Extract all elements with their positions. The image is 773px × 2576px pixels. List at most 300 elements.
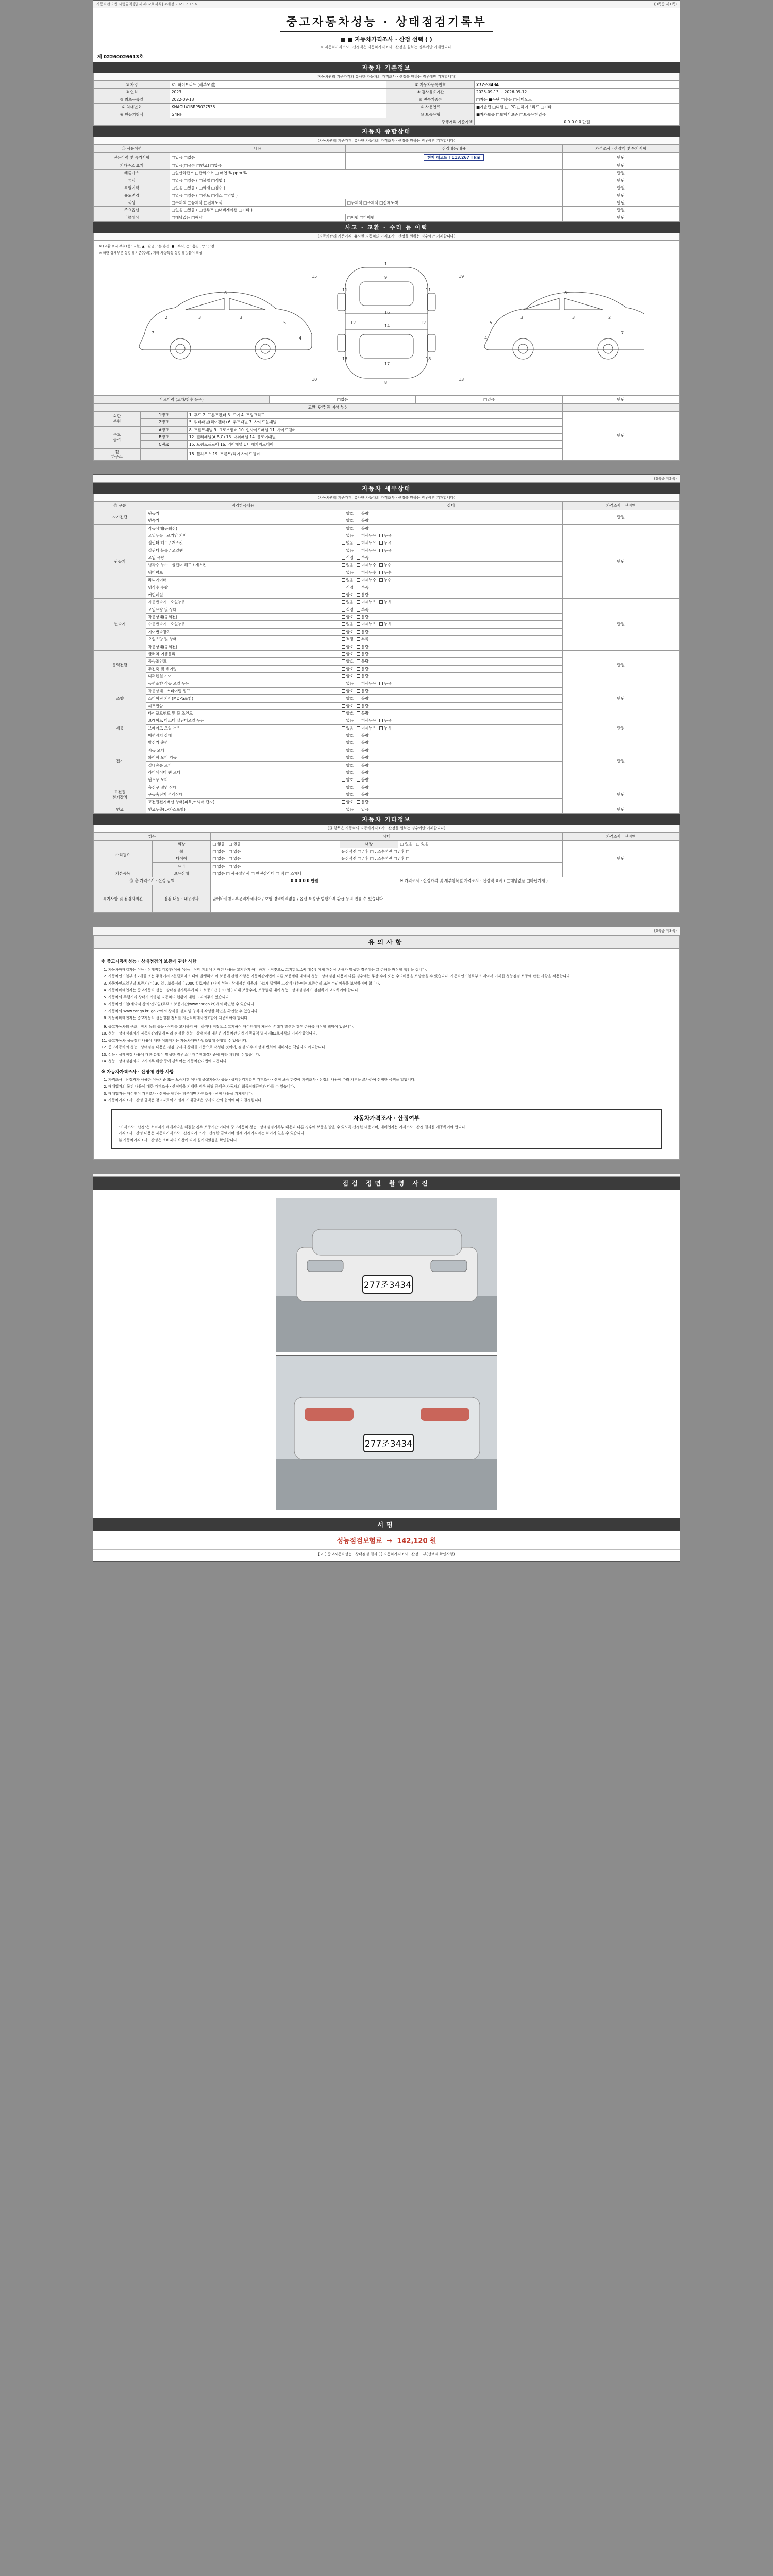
detail-group-7: 고전원 전기장치 xyxy=(94,784,146,806)
etc-table xyxy=(93,833,680,913)
detail-group-price: 만원 xyxy=(562,784,679,806)
detail-item-options[interactable]: 양호 불량 xyxy=(340,510,562,517)
svg-text:6: 6 xyxy=(564,291,567,295)
notice-list-2 xyxy=(108,1024,672,1064)
basic-label-warranty: ⑩ 보증유형 xyxy=(386,111,475,118)
overall-row-2-name: 배출가스 xyxy=(94,170,170,177)
svg-text:4: 4 xyxy=(484,336,488,341)
svg-text:2: 2 xyxy=(608,315,611,320)
svg-text:3: 3 xyxy=(240,315,243,320)
table-row xyxy=(94,207,680,214)
detail-item-label: 자동변속기 오일누유 xyxy=(146,599,340,606)
panel-rank-2-text: 5. 쿼터패널(리어펜더) 6. 루프패널 7. 사이드실패널 xyxy=(187,419,562,426)
basic-info-table xyxy=(93,81,680,126)
overall-row-1-detail[interactable]: □있음(□유류 □연료) □없음 xyxy=(170,162,345,170)
panel-title: 교환, 판금 등 이상 부위 xyxy=(94,404,563,411)
etc-row-3-a-opts[interactable]: □ 없음 □ 있음 xyxy=(211,862,562,870)
etc-row-2-b-opts[interactable]: 운전석전 □ / 후 □ , 조수석전 □ / 후 □ xyxy=(340,855,562,862)
table-row xyxy=(94,885,680,912)
form-legal-reference: 자동차관리법 시행규칙 [별지 제82호서식] <개정 2021.7.15.> xyxy=(96,2,198,6)
detail-item-options[interactable]: 없음 미세누유 누유 xyxy=(340,724,562,732)
detail-item-label: 냉각수 누수 실린더 헤드 / 개스킷 xyxy=(146,562,340,569)
detail-item-label: 실린더 헤드 / 개스킷 xyxy=(146,539,340,547)
panel-rank-D xyxy=(140,448,187,461)
detail-group-0: 자가진단 xyxy=(94,510,146,524)
detail-item-options[interactable]: 없음 미세누유 누유 xyxy=(340,539,562,547)
svg-text:8: 8 xyxy=(384,380,388,385)
svg-text:12: 12 xyxy=(350,320,356,325)
overall-row-1-price: 만원 xyxy=(562,162,679,170)
detail-item-options[interactable]: 양호 불량 xyxy=(340,761,562,769)
document-number: 제 02260026613호 xyxy=(97,55,144,60)
overall-row-1-note xyxy=(345,162,562,170)
svg-text:18: 18 xyxy=(342,357,348,361)
detail-item-label: 오일유량 및 상태 xyxy=(146,606,340,613)
detail-col-1: 점검항목내용 xyxy=(146,502,340,510)
table-header-row xyxy=(94,502,680,510)
declaration-box xyxy=(111,1109,662,1149)
etc-row-0-b-opts[interactable]: □ 없음 □ 있음 xyxy=(398,840,562,848)
detail-item-options[interactable]: 없음 미세누유 누유 xyxy=(340,621,562,628)
basic-label-price: 주행거리 기준가액 xyxy=(94,118,475,125)
detail-item-options[interactable]: 양호 불량 xyxy=(340,702,562,709)
detail-item-options[interactable]: 양호 불량 xyxy=(340,650,562,657)
table-row xyxy=(94,214,680,221)
detail-item-options[interactable]: 적정 부족 xyxy=(340,636,562,643)
detail-item-label: 브레이크 마스터 실린더오일 누유 xyxy=(146,717,340,724)
page-title: 중고자동차성능 · 상태점검기록부 xyxy=(280,13,493,32)
detail-col-2: 상태 xyxy=(340,502,562,510)
section-basic-subnote: (자동차관리 기준가격과 유사한 자동차의 가격조사 · 산정을 원하는 경우에만 기재합니다) xyxy=(93,73,680,81)
basic-value-year: 2023 xyxy=(170,89,386,96)
document-page-4 xyxy=(93,1174,680,1562)
section-etc-header: 자동차 기타정보 xyxy=(93,814,680,825)
notice-item: 4. 자동차매매업자는 중고자동차 성능 · 상태점검기록부에 따라 보증기간 ( 30 일 ) 이내 보증수리, 보증범위 내에 성능 · 상태점검자가 점검하여 고지하여야 합니다. xyxy=(108,988,672,993)
insurance-price-value: 142,120 원 xyxy=(397,1537,436,1546)
notice-item: 11. 중고자동차 성능점검 내용에 대한 이의제기는 자동차매매사업조합에 신청할 수 있습니다. xyxy=(108,1038,672,1044)
detail-item-options[interactable]: 없음 미세누유 누유 xyxy=(340,532,562,539)
table-row xyxy=(94,192,680,199)
detail-item-label: 윈도우 모터 xyxy=(146,776,340,784)
notice-title: 유의사항 xyxy=(93,935,680,949)
basic-value-warranty: ■자가보증 □보험사보증 □보증유형없음 xyxy=(475,111,680,118)
detail-item-options[interactable]: 양호 불량 xyxy=(340,769,562,776)
table-row xyxy=(94,184,680,192)
panel-rank-1-text: 1. 후드 2. 프론트펜더 3. 도어 4. 트렁크리드 xyxy=(187,411,562,418)
etc-row-1-a: 휠 xyxy=(152,848,211,855)
photo-area xyxy=(93,1190,680,1518)
detail-item-options[interactable]: 없음 미세누유 누유 xyxy=(340,547,562,554)
detail-item-label: 라디에이터 팬 모터 xyxy=(146,769,340,776)
document-subtitle xyxy=(93,35,680,43)
overall-row-6-note[interactable]: □무채색 □유채색 □전체도색 xyxy=(345,199,562,206)
document-page-3 xyxy=(93,927,680,1161)
table-header-row xyxy=(94,404,680,411)
plate-text-2: 277조3434 xyxy=(364,1439,413,1450)
overall-row-0-note xyxy=(345,152,562,162)
bullet-square-icon xyxy=(341,38,345,42)
detail-item-label: 타이로드엔드 및 볼 조인트 xyxy=(146,709,340,717)
svg-text:7: 7 xyxy=(152,331,155,335)
detail-item-label: 작동상태 스티어링 펌프 xyxy=(146,687,340,694)
detail-item-options[interactable]: 양호 불량 xyxy=(340,732,562,739)
basic-value-vin: KNAGU41BRP5027535 xyxy=(170,104,386,111)
detail-item-options[interactable]: 없음 미세누수 누수 xyxy=(340,562,562,569)
detail-group-3: 동력전달 xyxy=(94,650,146,680)
page-header-bar xyxy=(93,1,680,8)
svg-text:16: 16 xyxy=(384,310,390,315)
panel-rank-A: A랭크 xyxy=(140,426,187,433)
detail-group-price: 만원 xyxy=(562,680,679,717)
detail-item-label: 작동상태(공회전) xyxy=(146,643,340,650)
declaration-line: "가격조사 · 산정"은 소비자가 매매계약을 체결할 경우 보증기간 이내에 중고자동차 성능 · 상태점검기록부 내용과 다른 경우에 보증을 받을 수 있도록 산정한 내용이며, 매매업자는 가격조사 · 산정 결과를 제공하여야 합니다. xyxy=(119,1125,466,1129)
declaration-line: 본 자동차가격조사 · 산정은 소비자의 요청에 따라 실시되었음을 확인합니다. xyxy=(119,1138,238,1142)
detail-item-options[interactable]: 양호 불량 xyxy=(340,628,562,635)
signature-footer: [ ✓ ] 중고자동차성능 · 상태점검 결과 [ ] 자동차가격조사 · 산정 1 부(선택적 확인사항) xyxy=(93,1549,680,1561)
notice-item: 14. 성능 · 상태점검자의 고지의무 위반 등에 관하여는 자동차관리법에 따릅니다. xyxy=(108,1059,672,1064)
table-row xyxy=(94,717,680,724)
etc-col-2: 가격조사 · 산정액 xyxy=(562,833,679,840)
detail-item-label: 배력장치 상태 xyxy=(146,732,340,739)
panel-rank-B-text: 12. 필러패널(A,B,C) 13. 대쉬패널 14. 플로어패널 xyxy=(187,433,562,440)
detail-item-label: 오일누유 로커암 커버 xyxy=(146,532,340,539)
etc-total-value: 0 0 0 0 0 만원 xyxy=(211,877,398,885)
detail-item-options[interactable]: 적정 부족 xyxy=(340,554,562,562)
page-number-1: (3쪽중 제1쪽) xyxy=(654,2,677,6)
basic-label-fuel: ⑧ 사용연료 xyxy=(386,104,475,111)
svg-text:9: 9 xyxy=(384,275,388,280)
table-row xyxy=(94,199,680,206)
accident-row-yes[interactable]: □있음 xyxy=(416,396,562,403)
svg-text:11: 11 xyxy=(342,287,348,292)
detail-item-label: 등속조인트 xyxy=(146,658,340,665)
detail-item-options[interactable]: 양호 불량 xyxy=(340,643,562,650)
overall-row-8-detail[interactable]: □해당없음 □해당 xyxy=(170,214,345,221)
notice-item: 7. 자동차의 www.car.go.kr, go.kr에서 상세를 검토 및 양식의 작성한 확인을 확인할 수 있습니다. xyxy=(108,1009,672,1014)
table-row xyxy=(94,411,680,418)
detail-item-options[interactable]: 양호 불량 xyxy=(340,739,562,747)
detail-group-5: 제동 xyxy=(94,717,146,739)
detail-item-label: 기어변속장치 xyxy=(146,628,340,635)
detail-item-options[interactable]: 양호 불량 xyxy=(340,754,562,761)
detail-item-label: 라디에이터 xyxy=(146,577,340,584)
table-row xyxy=(94,784,680,791)
vehicle-photo-front[interactable] xyxy=(276,1198,497,1352)
detail-item-options[interactable]: 없음 미세누수 누수 xyxy=(340,577,562,584)
accident-row-price: 만원 xyxy=(562,396,679,403)
detail-item-options[interactable]: 없음 미세누유 누유 xyxy=(340,599,562,606)
basic-label-year: ③ 연식 xyxy=(94,89,170,96)
panel-rank-D-text: 18. 휠하우스 19. 프론트/리어 사이드멤버 xyxy=(187,448,562,461)
accident-row-none[interactable]: □없음 xyxy=(270,396,416,403)
notice-item: 2. 매매업자의 물건 내용에 대한 가격조사 · 산정액을 기재한 경우 해당 금액은 자동차의 최종거래금액과 다를 수 있습니다. xyxy=(108,1084,672,1090)
detail-group-1: 원동기 xyxy=(94,524,146,599)
panel-price-header xyxy=(562,404,679,411)
basic-value-name: K5 하이브리드 (세부모델) xyxy=(170,81,386,89)
svg-text:13: 13 xyxy=(459,377,464,382)
notice-list-3 xyxy=(108,1077,672,1104)
detail-group-2: 변속기 xyxy=(94,599,146,651)
section-detail-header: 자동차 세부상태 xyxy=(93,483,680,494)
basic-value-transmission: □자동 ■무단 □수동 □세미오토 xyxy=(475,96,680,103)
table-row xyxy=(94,510,680,517)
basic-label-regno: ② 자동차등록번호 xyxy=(386,81,475,89)
svg-text:14: 14 xyxy=(384,324,390,328)
overall-row-3-detail[interactable]: □없음 □있음 ( □불법 □적법 ) xyxy=(170,177,562,184)
vehicle-photo-rear[interactable] xyxy=(276,1355,497,1510)
etc-row-0-b: 내장 xyxy=(340,840,398,848)
overall-row-2-detail[interactable]: □일산화탄소 □탄화수소 □ 매연 % ppm % xyxy=(170,170,562,177)
detail-item-label: 작동상태(공회전) xyxy=(146,524,340,532)
notice-item: 3. 자동차인도일부터 보증기간 ( 30 일 , 보증거리 ( 2000 킬로미터 ) 내에 성능 · 상태점검 내용과 다르게 발생한 고장에 대하여는 보증수리 또는 수리비용을 보상하여야 합니다. xyxy=(108,981,672,987)
svg-text:4: 4 xyxy=(299,336,302,341)
overall-col-3: 가격조사 · 산정액 및 특기사항 xyxy=(562,145,679,152)
notice-item: 2. 자동차인도일부터 2개월 또는 주행거리 2천킬로미터 내에 발생하여 이 보증에 관한 사항은 자동차관리법에 따른 보증범위 내에서 성능 · 상태점검 내용과 다른 경우에는 무상 수리 또는 수리비용을 보상받을 수 있습니다. 자동차인도일로부터 계약서 기재한 성능점검 보증에 관한 사항을 적용합니다. xyxy=(108,974,672,979)
notice-list-1 xyxy=(108,967,672,1021)
etc-row-2-a: 타이어 xyxy=(152,855,211,862)
overall-row-0-detail[interactable]: □있음 □없음 xyxy=(170,152,345,162)
overall-row-4-detail[interactable]: □없음 □있음 ( □화재 □침수 ) xyxy=(170,184,562,192)
etc-row-4-name: 기본품목 xyxy=(94,870,153,877)
detail-item-label: 시동 모터 xyxy=(146,747,340,754)
detail-item-options[interactable]: 양호 불량 xyxy=(340,517,562,524)
panel-rank-C: C랭크 xyxy=(140,441,187,448)
section-overall-header: 자동차 종합상태 xyxy=(93,126,680,137)
overall-row-6-detail[interactable]: □무채색 □유채색 □전체도색 xyxy=(170,199,345,206)
svg-text:10: 10 xyxy=(312,377,317,382)
detail-group-4: 조향 xyxy=(94,680,146,717)
detail-group-price: 만원 xyxy=(562,806,679,813)
detail-group-price: 만원 xyxy=(562,739,679,784)
etc-special-sub: 점검 내용 · 내용경과 xyxy=(152,885,211,912)
table-row xyxy=(94,81,680,89)
etc-row-3-a: 유리 xyxy=(152,862,211,870)
page-header-bar-2 xyxy=(93,475,680,483)
document-title-block xyxy=(93,8,680,52)
detail-item-label: 고전원전기배선 상태(피복,커넥터,단자) xyxy=(146,799,340,806)
etc-row-repair-label: 수리필요 xyxy=(94,840,153,870)
svg-text:6: 6 xyxy=(224,291,227,295)
detail-item-label: 피트먼암 xyxy=(146,702,340,709)
overall-row-4-price: 만원 xyxy=(562,184,679,192)
detail-item-label: 와이퍼 모터 기능 xyxy=(146,754,340,761)
overall-row-3-price: 만원 xyxy=(562,177,679,184)
panel-price-value: 만원 xyxy=(562,411,679,461)
odometer-value: 현재 레코드 [ 113,267 ] km xyxy=(424,154,484,161)
overall-row-5-name: 용도변경 xyxy=(94,192,170,199)
section-basic-header: 자동차 기본정보 xyxy=(93,62,680,73)
detail-item-label: 연료누출(LP가스포함) xyxy=(146,806,340,813)
basic-label-vin: ⑦ 차대번호 xyxy=(94,104,170,111)
table-row xyxy=(94,152,680,162)
panel-group-outer: 외판 부위 xyxy=(94,411,141,426)
etc-row-4-b-opts[interactable]: □ 없음 □ 사용설명서 □ 안전삼각대 □ 잭 □ 스패너 xyxy=(211,870,562,877)
etc-row-4-a: 보유상태 xyxy=(152,870,211,877)
table-row xyxy=(94,739,680,747)
overall-col-1: 내용 xyxy=(170,145,345,152)
vehicle-diagram xyxy=(99,257,674,391)
overall-row-7-detail[interactable]: □없음 □있음 ( □선루프 □내비게이션 □기타 ) xyxy=(170,207,562,214)
notice-item: 3. 매매업자는 매수인이 가격조사 · 산정을 원하는 경우에만 가격조사 · 산정 내용을 기재합니다. xyxy=(108,1091,672,1097)
etc-total-note[interactable]: ※ 가격조사 · 산정가격 및 세부항목별 가격조사 · 산정액 표시 ( □해당없음 □하단기재 ) xyxy=(398,877,680,885)
overall-row-8-note[interactable]: □이행 □미이행 xyxy=(345,214,562,221)
detail-item-label: 클러치 어셈블리 xyxy=(146,650,340,657)
detail-item-options[interactable]: 적정 부족 xyxy=(340,606,562,613)
detail-item-options[interactable]: 양호 불량 xyxy=(340,791,562,799)
detail-item-options[interactable]: 없음 미세누유 누유 xyxy=(340,680,562,687)
table-header-row xyxy=(94,145,680,152)
overall-row-0-name: 전용이력 및 특기사항 xyxy=(94,152,170,162)
etc-row-2-a-opts[interactable]: □ 없음 □ 있음 xyxy=(211,855,340,862)
overall-row-6-name: 색상 xyxy=(94,199,170,206)
section-detail-subnote: (자동차관리 기준가격, 유사한 자동차의 가격조사 · 산정을 원하는 경우에만 기재합니다) xyxy=(93,494,680,502)
detail-item-options[interactable]: 양호 불량 xyxy=(340,524,562,532)
svg-text:3: 3 xyxy=(198,315,201,320)
detail-item-options[interactable]: 양호 불량 xyxy=(340,658,562,665)
table-row xyxy=(94,89,680,96)
etc-special-text[interactable]: 앞에바퀴범교부문격자세사다 / 보험 경력이력없음 / 옵션 특성상 범행가격 환급 등의 인률 수 있습니다. xyxy=(211,885,680,912)
detail-group-6: 전기 xyxy=(94,739,146,784)
document-page-2 xyxy=(93,474,680,913)
svg-text:19: 19 xyxy=(459,274,464,279)
detail-item-label: 커먼레일 xyxy=(146,591,340,598)
svg-text:7: 7 xyxy=(621,331,624,335)
detail-item-label: 오일유량 및 상태 xyxy=(146,636,340,643)
detail-item-options[interactable]: 양호 불량 xyxy=(340,799,562,806)
detail-group-price: 만원 xyxy=(562,524,679,599)
vehicle-diagram-svg xyxy=(129,257,644,388)
overall-row-5-detail[interactable]: □없음 □있음 ( □렌트 □리스 □영업 ) xyxy=(170,192,562,199)
table-row xyxy=(94,111,680,118)
section-accident-header: 사고 · 교환 · 수리 등 이력 xyxy=(93,222,680,233)
detail-item-options[interactable]: 양호 불량 xyxy=(340,747,562,754)
svg-text:1: 1 xyxy=(384,262,388,266)
detail-group-price: 만원 xyxy=(562,650,679,680)
svg-text:5: 5 xyxy=(283,320,287,325)
detail-item-options[interactable]: 양호 불량 xyxy=(340,614,562,621)
etc-price: 만원 xyxy=(562,840,679,877)
detail-item-label: 실내송풍 모터 xyxy=(146,761,340,769)
detail-item-options[interactable]: 양호 불량 xyxy=(340,591,562,598)
basic-label-name: ① 차명 xyxy=(94,81,170,89)
notice-heading-2: ※ 자동차가격조사 · 산정에 관한 사항 xyxy=(101,1069,174,1075)
detail-item-label: 스티어링 기어(MDPS포함) xyxy=(146,695,340,702)
basic-label-engine: ⑨ 원동기형식 xyxy=(94,111,170,118)
detail-item-label: 오일 유량 xyxy=(146,554,340,562)
section-etc-subnote: (⑭ 항목은 자동차의 자동차가격조사 · 산정을 원하는 경우에만 기재합니다) xyxy=(93,825,680,833)
detail-item-options[interactable]: 양호 불량 xyxy=(340,709,562,717)
overall-row-6-price: 만원 xyxy=(562,199,679,206)
basic-value-fuel: ■가솔린 □디젤 □LPG □하이브리드 □기타 xyxy=(475,104,680,111)
section-accident-subnote: (자동차관리 기준가격, 유사한 자동차의 가격조사 · 산정을 원하는 경우에만 기재합니다) xyxy=(93,233,680,241)
panel-rank-table xyxy=(93,403,680,461)
declaration-line: 가격조사 · 산정 내용은 자동차가격조사 · 산정자가 조사 · 산정한 금액이며 실제 거래가격과는 차이가 있을 수 있습니다. xyxy=(119,1131,306,1136)
detail-item-options[interactable]: 양호 불량 xyxy=(340,665,562,672)
table-row xyxy=(94,170,680,177)
overall-row-3-name: 튜닝 xyxy=(94,177,170,184)
detail-item-options[interactable]: 없음 미세누유 누유 xyxy=(340,717,562,724)
etc-row-1-b-opts[interactable]: 운전석전 □ / 후 □ , 조수석전 □ / 후 □ xyxy=(340,848,562,855)
svg-text:17: 17 xyxy=(384,362,390,366)
detail-item-options[interactable]: 양호 불량 xyxy=(340,784,562,791)
detail-item-label: 작동상태(공회전) xyxy=(146,614,340,621)
notice-item: 10. 성능 · 상태점검자가 자동차관리법에 따라 점검한 성능 · 상태점검 내용은 자동차관리법 시행규칙 별지 제82호서식의 기재사항입니다. xyxy=(108,1031,672,1037)
photo-rear-svg xyxy=(276,1356,497,1510)
accident-diagram-panel xyxy=(93,241,680,396)
etc-row-0-a-opts[interactable]: □ 없음 □ 있음 xyxy=(211,840,340,848)
table-row xyxy=(94,96,680,103)
table-row xyxy=(94,650,680,657)
table-row xyxy=(94,840,680,848)
table-row xyxy=(94,806,680,813)
basic-value-regno: 277조3434 xyxy=(475,81,680,89)
photos-header: 점검 정면 촬영 사진 xyxy=(93,1177,680,1190)
diagram-legend-2: ※ 하단 상세부분 상황에 기준(주의), 기타 차량특성 상황에 덧붙여 작성 xyxy=(99,251,203,255)
etc-col-0: 항목 xyxy=(94,833,211,840)
detail-group-price: 만원 xyxy=(562,599,679,651)
detail-item-options[interactable]: 없음 있음 xyxy=(340,806,562,813)
document-page-1 xyxy=(93,0,680,461)
table-row xyxy=(94,599,680,606)
svg-text:2: 2 xyxy=(165,315,168,320)
table-row xyxy=(94,104,680,111)
detail-item-options[interactable]: 양호 불량 xyxy=(340,687,562,694)
notice-heading-1: ※ 중고자동차성능 · 상태점검의 보증에 관한 사항 xyxy=(101,959,197,964)
basic-label-inspection: ④ 검사유효기간 xyxy=(386,89,475,96)
detail-item-options[interactable]: 없음 미세누수 누수 xyxy=(340,569,562,576)
insurance-price-line: 성능점검보험료 → 142,120 원 xyxy=(337,1537,436,1546)
detail-item-options[interactable]: 양호 불량 xyxy=(340,673,562,680)
table-row xyxy=(94,680,680,687)
svg-text:15: 15 xyxy=(312,274,317,279)
accident-row-name: 사고이력 (교차/침수 유무) xyxy=(94,396,270,403)
detail-item-options[interactable]: 양호 불량 xyxy=(340,695,562,702)
detail-item-label: 실린더 블록 / 오일팬 xyxy=(146,547,340,554)
table-header-row xyxy=(94,833,680,840)
panel-rank-A-text: 8. 프론트패널 9. 크로스멤버 10. 인사이드패널 11. 사이드멤버 xyxy=(187,426,562,433)
overall-row-4-name: 특별이력 xyxy=(94,184,170,192)
detail-item-label: 디퍼렌셜 기어 xyxy=(146,673,340,680)
detail-item-label: 동력조향 작동 오일 누유 xyxy=(146,680,340,687)
basic-value-price: 0 0 0 0 0 만원 xyxy=(475,118,680,125)
detail-col-0: ⑬ 구분 xyxy=(94,502,146,510)
overall-row-1-name: 기타주요 표기 xyxy=(94,162,170,170)
overall-row-8-price: 만원 xyxy=(562,214,679,221)
overall-row-8-name: 리콜대상 xyxy=(94,214,170,221)
svg-text:12: 12 xyxy=(421,320,426,325)
detail-item-options[interactable]: 양호 불량 xyxy=(340,776,562,784)
detail-item-label: 발전기 출력 xyxy=(146,739,340,747)
overall-state-table xyxy=(93,145,680,222)
detail-item-options[interactable]: 적정 부족 xyxy=(340,584,562,591)
declaration-lines xyxy=(119,1125,654,1143)
etc-col-1: 상태 xyxy=(211,833,562,840)
panel-rank-C-text: 15. 트렁크플로어 16. 리어패널 17. 패키지트레이 xyxy=(187,441,562,448)
basic-value-inspection: 2025-09-13 ~ 2026-09-12 xyxy=(475,89,680,96)
notice-item: 1. 자동차매매업자는 성능 · 상태점검기록부(이하 "성능 · 상태 제외에 기재된 내용을 고지하지 아니하거나 거짓으로 고지함으로써 매수인에게 재산상 손해가 발생한 경우에는 그 손해를 배상할 책임을 집니다. xyxy=(108,967,672,973)
notice-item: 8. 자동차매매업자는 중고자동차 성능점검 정보를 자동차매매사업조합에 제공하여야 합니다. xyxy=(108,1015,672,1021)
panel-group-frame: 주요 골격 xyxy=(94,426,141,448)
declaration-title: 자동차가격조사 · 산정여부 xyxy=(353,1114,420,1122)
panel-rank-B: B랭크 xyxy=(140,433,187,440)
detail-group-8: 연료 xyxy=(94,806,146,813)
panel-group-wheelhouse: 휠 하우스 xyxy=(94,448,141,461)
detail-state-table xyxy=(93,502,680,814)
etc-row-1-a-opts[interactable]: □ 없음 □ 있음 xyxy=(211,848,340,855)
detail-item-label: 수동변속기 오일누유 xyxy=(146,621,340,628)
overall-row-2-price: 만원 xyxy=(562,170,679,177)
table-row xyxy=(94,162,680,170)
